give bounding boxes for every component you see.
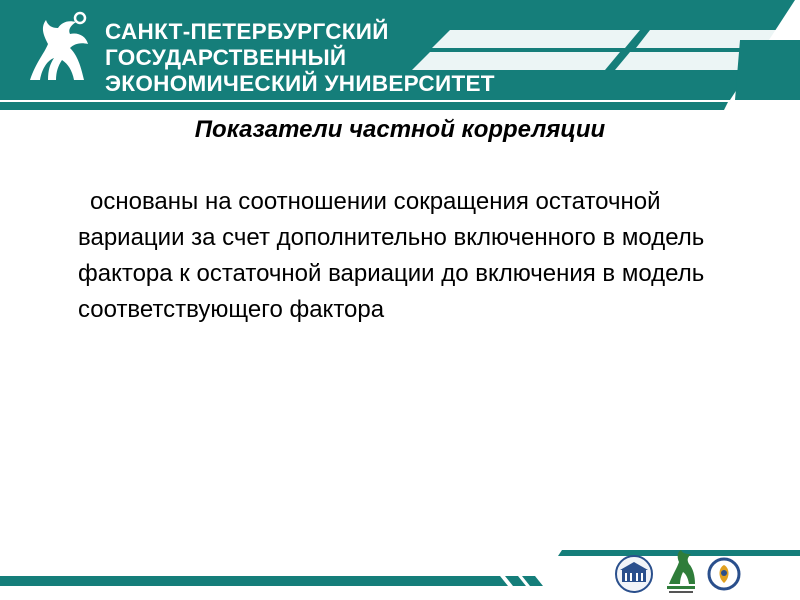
university-name-line-1: САНКТ-ПЕТЕРБУРГСКИЙ xyxy=(105,19,389,44)
slide-title: Показатели частной корреляции xyxy=(194,116,606,143)
footer xyxy=(0,540,800,600)
emblem-logo xyxy=(706,556,742,592)
university-name-line-2: ГОСУДАРСТВЕННЫЙ xyxy=(105,45,347,70)
griffin-icon xyxy=(18,10,98,90)
building-logo xyxy=(612,554,656,594)
university-name xyxy=(105,19,495,97)
griffin-logo xyxy=(663,546,699,598)
slide-body-text: основаны на соотношении сокращения остаточной вариации за счет дополнительно включенного в модель фактора к остаточной вариации до включения в модель соответствующего фактора xyxy=(78,188,705,323)
header-banner xyxy=(0,0,800,120)
university-name-line-3: ЭКОНОМИЧЕСКИЙ УНИВЕРСИТЕТ xyxy=(105,71,495,96)
